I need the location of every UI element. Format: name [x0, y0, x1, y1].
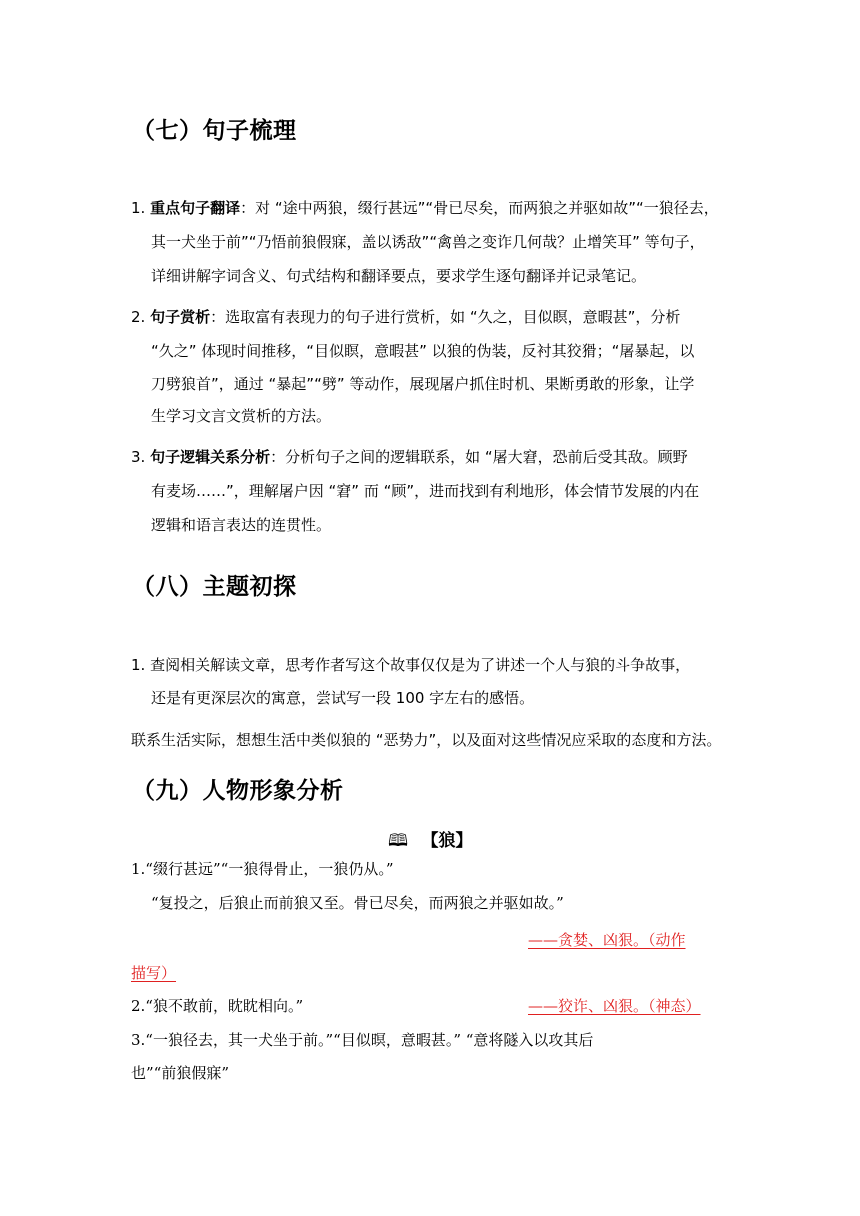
quote-line: 2.“狼不敢前，眈眈相向。” [131, 997, 304, 1015]
item-text-line: 逻辑和语言表达的连贯性。 [151, 516, 332, 534]
item-number: 1. [131, 656, 146, 674]
section-heading-7: （七）句子梳理 [132, 118, 297, 144]
paragraph: 联系生活实际，想想生活中类似狼的 “恶势力”，以及面对这些情况应采取的态度和方法。 [131, 731, 722, 749]
item-text-line: 刀劈狼首”，通过 “暴起”“劈” 等动作，展现屠户抓住时机、果断勇敢的形象，让学 [151, 375, 695, 393]
item-text-line: 还是有更深层次的寓意，尝试写一段 100 字左右的感悟。 [151, 689, 535, 707]
quote-line: 1.“缀行甚远”“一狼得骨止，一狼仍从。” [131, 860, 394, 878]
quote-line: 也”“前狼假寐” [131, 1064, 230, 1082]
quote-line: 3.“一狼径去，其一犬坐于前。”“目似暝，意暇甚。” “意将隧入以攻其后 [131, 1031, 594, 1049]
annotation-note: ——狡诈、凶狠。（神态） [528, 997, 701, 1015]
section-heading-8: （八）主题初探 [132, 574, 297, 600]
item-number: 3. [131, 448, 146, 466]
item-text: ：选取富有表现力的句子进行赏析，如 “久之，目似瞑，意暇甚”，分析 [210, 308, 681, 326]
item-title: 重点句子翻译 [150, 199, 241, 217]
item-title: 句子逻辑关系分析 [150, 448, 271, 466]
book-icon: 🕮 [388, 831, 409, 851]
item-title: 句子赏析 [150, 308, 211, 326]
item-text-line: “久之” 体现时间推移，“目似瞑，意暇甚” 以狼的伪装，反衬其狡猾；“屠暴起，以 [151, 342, 695, 360]
item-text-line: 生学习文言文赏析的方法。 [151, 407, 332, 425]
subheading [388, 826, 472, 857]
annotation-note: ——贪婪、凶狠。（动作 [528, 931, 686, 949]
item-text: 查阅相关解读文章，思考作者写这个故事仅仅是为了讲述一个人与狼的斗争故事， [150, 656, 691, 674]
section-heading-9: （九）人物形象分析 [132, 778, 344, 804]
item-text-line: 详细讲解字词含义、句式结构和翻译要点，要求学生逐句翻译并记录笔记。 [151, 267, 647, 285]
annotation-note: 描写） [131, 964, 177, 982]
subheading-text: 【狼】 [421, 831, 473, 851]
item-text: ：分析句子之间的逻辑联系，如 “屠大窘，恐前后受其敌。顾野 [270, 448, 688, 466]
item-text: ：对 “途中两狼，缀行甚远”“骨已尽矣，而两狼之并驱如故”“一狼径去， [240, 199, 719, 217]
item-text-line: 其一犬坐于前”“乃悟前狼假寐，盖以诱敌”“禽兽之变诈几何哉？止增笑耳” 等句子， [151, 233, 705, 251]
list-item [131, 654, 690, 676]
item-text-line: 有麦场……”，理解屠户因 “窘” 而 “顾”，进而找到有利地形，体会情节发展的内在 [151, 482, 700, 500]
item-number: 1. [131, 199, 146, 217]
list-item [131, 446, 688, 468]
quote-line: “复投之，后狼止而前狼又至。骨已尽矣，而两狼之并驱如故。” [151, 894, 564, 912]
list-item [131, 197, 719, 219]
list-item [131, 306, 680, 328]
item-number: 2. [131, 308, 146, 326]
